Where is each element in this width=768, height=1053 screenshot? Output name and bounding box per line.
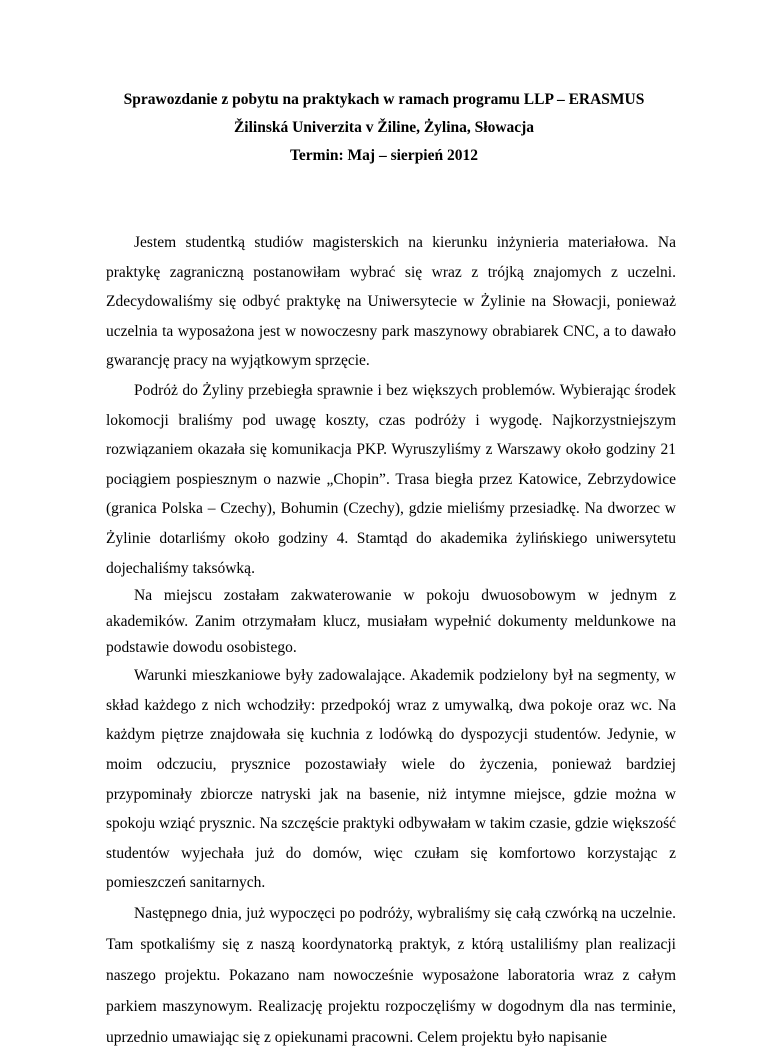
paragraph-introduction: Jestem studentką studiów magisterskich na kierunku inżynieria materiałowa. Na praktykę zagraniczną postanowiłam wybrać się wraz z trójką znajomych z uczelni. Zdecydowaliśmy się odbyć praktykę na Uniwersytecie w Żylinie na Słowacji, ponieważ uczelnia ta wyposażona jest w nowoczesny park maszynowy obrabiarek CNC, a to dawało gwarancję pracy na wyjątkowym sprzęcie. [106, 234, 676, 370]
report-term: Termin: Maj – sierpień 2012 [290, 147, 478, 164]
university-name: Žilinská Univerzita v Žiline, Żylina, Słowacja [233, 119, 535, 136]
report-title: Sprawozdanie z pobytu na praktykach w ramach programu LLP – ERASMUS [123, 91, 645, 108]
paragraph-accommodation: Na miejscu zostałam zakwaterowanie w pokoju dwuosobowym w jednym z akademików. Zanim otrzymałam klucz, musiałam wypełnić dokumenty meldunkowe na podstawie dowodu osobistego. [106, 587, 676, 657]
paragraph-living-conditions: Warunki mieszkaniowe były zadowalające. Akademik podzielony był na segmenty, w skład każdego z nich wchodziły: przedpokój wraz z umywalką, dwa pokoje oraz wc. Na każdym piętrze znajdowała się kuchnia z lodówką do dyspozycji studentów. Jedynie, w moim odczuciu, prysznice pozostawiały wiele do życzenia, ponieważ bardziej przypominały zbiorcze natryski jak na basenie, niż intymne miejsce, gdzie można w spokoju wziąć prysznic. Na szczęście praktyki odbywałam w takim czasie, gdzie większość studentów wyjechała już do domów, więc czułam się komfortowo korzystając z pomieszczeń sanitarnych. [106, 667, 676, 892]
document-body [106, 228, 676, 1053]
document-header [60, 86, 708, 170]
paragraph-travel: Podróż do Żyliny przebiegła sprawnie i bez większych problemów. Wybierając środek lokomocji braliśmy pod uwagę koszty, czas podróży i wygodę. Najkorzystniejszym rozwiązaniem okazała się komunikacja PKP. Wyruszyliśmy z Warszawy około godziny 21 pociągiem pospiesznym o nazwie „Chopin”. Trasa biegła przez Katowice, Zebrzydowice (granica Polska – Czechy), Bohumin (Czechy), gdzie mieliśmy przesiadkę. Na dworzec w Żylinie dotarliśmy około godziny 4. Stamtąd do akademika żylińskiego uniwersytetu dojechaliśmy taksówką. [106, 381, 676, 577]
paragraph-project: Następnego dnia, już wypoczęci po podróży, wybraliśmy się całą czwórką na uczelnie. Tam spotkaliśmy się z naszą koordynatorką praktyk, z którą ustaliliśmy plan realizacji naszego projektu. Pokazano nam nowocześnie wyposażone laboratoria wraz z całym parkiem maszynowym. Realizację projektu rozpoczęliśmy w dogodnym dla nas terminie, uprzednio umawiając się z opiekunami pracowni. Celem projektu było napisanie [106, 904, 676, 1046]
